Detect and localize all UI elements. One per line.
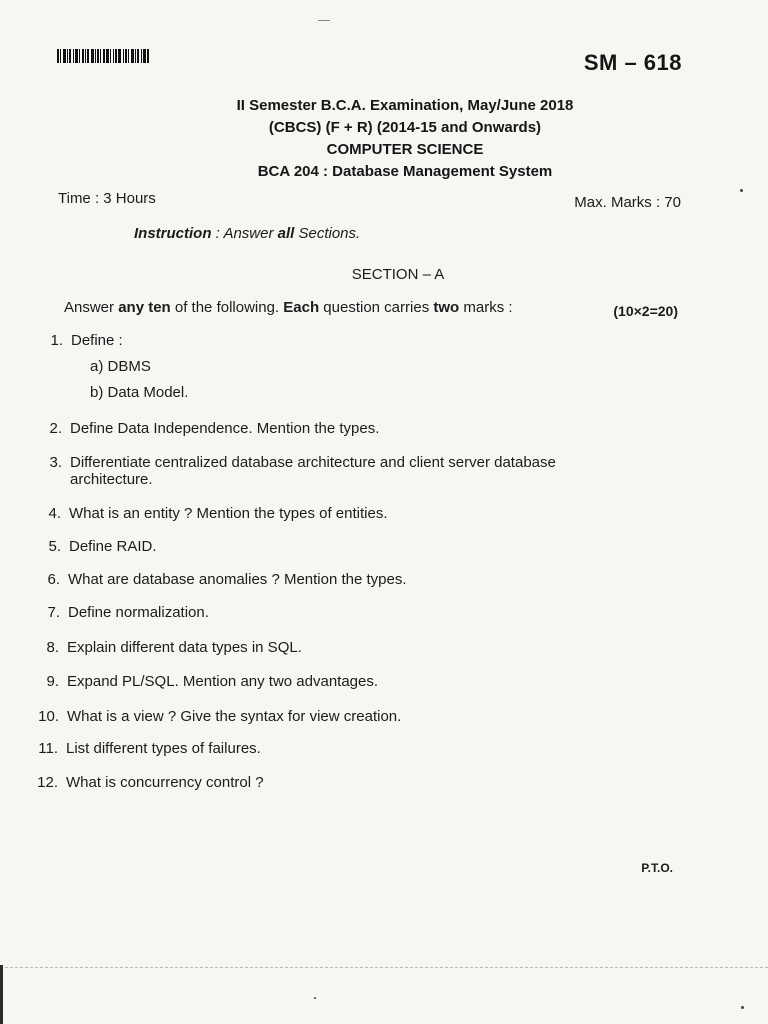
question-number: 9. bbox=[46, 673, 59, 690]
instruction-label: Instruction bbox=[134, 225, 212, 242]
question-text: What is concurrency control ? bbox=[66, 774, 264, 791]
instr-part: two bbox=[433, 299, 460, 316]
instruction bbox=[134, 225, 360, 242]
instr-part: Each bbox=[283, 299, 320, 316]
scan-fold-line bbox=[0, 967, 768, 968]
scan-edge bbox=[0, 965, 3, 1024]
question-text: Expand PL/SQL. Mention any two advantages. bbox=[67, 673, 379, 690]
question-text: Define normalization. bbox=[68, 604, 209, 621]
question-text: List different types of failures. bbox=[66, 740, 261, 757]
question-text: What is an entity ? Mention the types of entities. bbox=[69, 505, 388, 522]
sub-question-b: b) Data Model. bbox=[90, 384, 189, 401]
question-number: 5. bbox=[48, 538, 61, 555]
instr-part: Answer bbox=[64, 299, 119, 316]
question-number: 7. bbox=[47, 604, 60, 621]
question-number: 11. bbox=[38, 740, 58, 757]
time-label: Time : 3 Hours bbox=[58, 190, 156, 207]
barcode bbox=[57, 49, 161, 63]
question-text-cont: architecture. bbox=[70, 471, 153, 488]
question-text: Define Data Independence. Mention the types. bbox=[70, 420, 380, 437]
paper-code: SM – 618 bbox=[583, 50, 682, 75]
scan-dot bbox=[314, 997, 316, 999]
scan-dot bbox=[741, 1006, 744, 1009]
instr-part: question carries bbox=[319, 299, 434, 316]
scan-dot bbox=[740, 189, 743, 192]
exam-header bbox=[0, 95, 768, 183]
exam-course: BCA 204 : Database Management System bbox=[257, 163, 553, 180]
question-number: 8. bbox=[46, 639, 59, 656]
instruction-pre: : Answer bbox=[211, 225, 278, 242]
question-text: Differentiate centralized database architecture and client server database bbox=[70, 454, 556, 471]
question-text: What is a view ? Give the syntax for view creation. bbox=[67, 708, 402, 725]
section-title-text: SECTION – A bbox=[351, 266, 445, 283]
question-text: Define RAID. bbox=[69, 538, 157, 555]
exam-scheme: (CBCS) (F + R) (2014-15 and Onwards) bbox=[268, 119, 542, 136]
section-instruction bbox=[64, 299, 513, 316]
max-marks-label: Max. Marks : 70 bbox=[574, 194, 681, 211]
question-number: 2. bbox=[49, 420, 62, 437]
question-number: 1. bbox=[50, 332, 63, 349]
question-number: 12. bbox=[37, 774, 58, 791]
question-text: Define : bbox=[71, 332, 123, 349]
exam-title: II Semester B.C.A. Examination, May/June 2018 bbox=[236, 97, 574, 114]
scan-mark bbox=[318, 20, 330, 21]
question-number: 3. bbox=[49, 454, 62, 471]
instr-part: marks : bbox=[459, 299, 513, 316]
exam-subject: COMPUTER SCIENCE bbox=[326, 141, 484, 158]
section-marks: (10×2=20) bbox=[613, 303, 678, 319]
section-title bbox=[0, 266, 768, 283]
instr-part: any ten bbox=[118, 299, 171, 316]
question-text: Explain different data types in SQL. bbox=[67, 639, 302, 656]
instr-part: of the following. bbox=[170, 299, 284, 316]
question-number: 10. bbox=[38, 708, 59, 725]
sub-question-a: a) DBMS bbox=[90, 358, 151, 375]
question-number: 4. bbox=[48, 505, 61, 522]
please-turn-over: P.T.O. bbox=[641, 861, 673, 875]
question-number: 6. bbox=[47, 571, 60, 588]
instruction-bold: all bbox=[277, 225, 295, 242]
instruction-post: Sections. bbox=[294, 225, 361, 242]
question-text: What are database anomalies ? Mention the types. bbox=[68, 571, 407, 588]
